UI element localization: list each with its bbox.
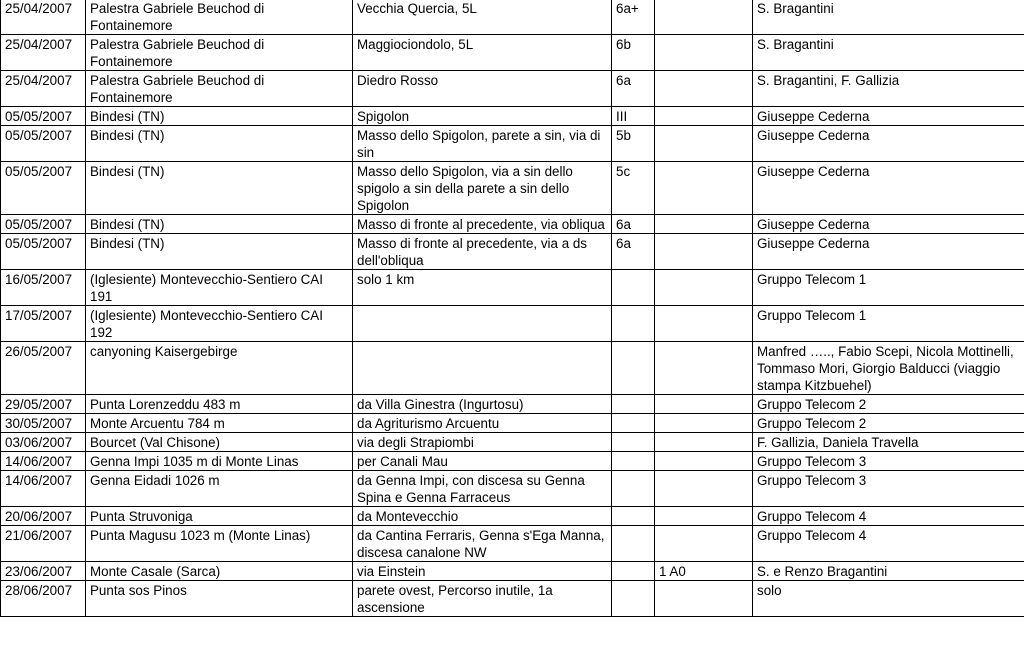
grade2-cell (655, 107, 753, 126)
route-cell (353, 306, 612, 342)
date-cell: 05/05/2007 (1, 126, 86, 162)
route-cell: Diedro Rosso (353, 71, 612, 107)
date-cell: 20/06/2007 (1, 507, 86, 526)
place-cell: Punta Lorenzeddu 483 m (86, 395, 353, 414)
table-row (1, 126, 1024, 162)
date-cell: 17/05/2007 (1, 306, 86, 342)
route-cell: via degli Strapiombi (353, 433, 612, 452)
companions-cell: S. Bragantini (753, 35, 1024, 71)
companions-cell: Manfred ….., Fabio Scepi, Nicola Mottinelli, Tommaso Mori, Giorgio Balducci (viaggio stampa Kitzbuehel) (753, 342, 1024, 395)
grade2-cell (655, 215, 753, 234)
date-cell: 05/05/2007 (1, 107, 86, 126)
grade2-cell (655, 0, 753, 35)
table-row (1, 162, 1024, 215)
grade-cell (612, 306, 655, 342)
route-cell: Vecchia Quercia, 5L (353, 0, 612, 35)
place-cell: Genna Impi 1035 m di Monte Linas (86, 452, 353, 471)
route-cell: da Cantina Ferraris, Genna s'Ega Manna, discesa canalone NW (353, 526, 612, 562)
companions-cell: Gruppo Telecom 3 (753, 452, 1024, 471)
grade-cell: 6b (612, 35, 655, 71)
companions-cell: Giuseppe Cederna (753, 234, 1024, 270)
companions-cell: S. e Renzo Bragantini (753, 562, 1024, 581)
grade-cell (612, 507, 655, 526)
date-cell: 14/06/2007 (1, 471, 86, 507)
grade2-cell (655, 471, 753, 507)
date-cell: 26/05/2007 (1, 342, 86, 395)
companions-cell: S. Bragantini, F. Gallizia (753, 71, 1024, 107)
table-row (1, 342, 1024, 395)
companions-cell: Gruppo Telecom 2 (753, 395, 1024, 414)
place-cell: Bindesi (TN) (86, 107, 353, 126)
route-cell: Masso dello Spigolon, parete a sin, via di sin (353, 126, 612, 162)
date-cell: 05/05/2007 (1, 162, 86, 215)
grade2-cell (655, 35, 753, 71)
table-row (1, 507, 1024, 526)
place-cell: Monte Arcuentu 784 m (86, 414, 353, 433)
table-row (1, 414, 1024, 433)
date-cell: 14/06/2007 (1, 452, 86, 471)
table-row (1, 526, 1024, 562)
grade-cell: 6a+ (612, 0, 655, 35)
grade-cell (612, 414, 655, 433)
date-cell: 30/05/2007 (1, 414, 86, 433)
climbing-log-body (1, 0, 1024, 617)
grade-cell (612, 395, 655, 414)
date-cell: 05/05/2007 (1, 234, 86, 270)
route-cell: Maggiociondolo, 5L (353, 35, 612, 71)
grade-cell: 5c (612, 162, 655, 215)
place-cell: Bindesi (TN) (86, 215, 353, 234)
place-cell: Bindesi (TN) (86, 234, 353, 270)
grade2-cell (655, 433, 753, 452)
route-cell: solo 1 km (353, 270, 612, 306)
companions-cell: Gruppo Telecom 4 (753, 507, 1024, 526)
grade2-cell (655, 162, 753, 215)
place-cell: Punta Magusu 1023 m (Monte Linas) (86, 526, 353, 562)
place-cell: (Iglesiente) Montevecchio-Sentiero CAI 192 (86, 306, 353, 342)
table-row (1, 433, 1024, 452)
companions-cell: Giuseppe Cederna (753, 162, 1024, 215)
grade2-cell (655, 270, 753, 306)
grade2-cell (655, 414, 753, 433)
route-cell: Spigolon (353, 107, 612, 126)
table-row (1, 270, 1024, 306)
grade2-cell (655, 306, 753, 342)
companions-cell: solo (753, 581, 1024, 617)
route-cell: via Einstein (353, 562, 612, 581)
table-row (1, 107, 1024, 126)
companions-cell: Giuseppe Cederna (753, 107, 1024, 126)
grade2-cell (655, 395, 753, 414)
date-cell: 29/05/2007 (1, 395, 86, 414)
date-cell: 25/04/2007 (1, 35, 86, 71)
place-cell: Bindesi (TN) (86, 126, 353, 162)
route-cell: Masso di fronte al precedente, via obliqua (353, 215, 612, 234)
companions-cell: Gruppo Telecom 4 (753, 526, 1024, 562)
table-row (1, 234, 1024, 270)
table-row (1, 0, 1024, 35)
route-cell: parete ovest, Percorso inutile, 1a ascensione (353, 581, 612, 617)
place-cell: canyoning Kaisergebirge (86, 342, 353, 395)
grade2-cell (655, 507, 753, 526)
place-cell: Palestra Gabriele Beuchod di Fontainemore (86, 0, 353, 35)
route-cell: da Villa Ginestra (Ingurtosu) (353, 395, 612, 414)
place-cell: Palestra Gabriele Beuchod di Fontainemore (86, 35, 353, 71)
place-cell: Punta Struvoniga (86, 507, 353, 526)
companions-cell: Gruppo Telecom 1 (753, 306, 1024, 342)
grade-cell (612, 342, 655, 395)
route-cell: da Montevecchio (353, 507, 612, 526)
table-row (1, 71, 1024, 107)
route-cell: da Agriturismo Arcuentu (353, 414, 612, 433)
companions-cell: Gruppo Telecom 3 (753, 471, 1024, 507)
grade2-cell (655, 452, 753, 471)
grade-cell: III (612, 107, 655, 126)
date-cell: 05/05/2007 (1, 215, 86, 234)
place-cell: Punta sos Pinos (86, 581, 353, 617)
date-cell: 25/04/2007 (1, 71, 86, 107)
grade2-cell (655, 234, 753, 270)
route-cell: da Genna Impi, con discesa su Genna Spina e Genna Farraceus (353, 471, 612, 507)
place-cell: (Iglesiente) Montevecchio-Sentiero CAI 191 (86, 270, 353, 306)
grade-cell (612, 433, 655, 452)
date-cell: 25/04/2007 (1, 0, 86, 35)
grade-cell: 6a (612, 234, 655, 270)
table-row (1, 471, 1024, 507)
grade2-cell: 1 A0 (655, 562, 753, 581)
place-cell: Bourcet (Val Chisone) (86, 433, 353, 452)
place-cell: Genna Eidadi 1026 m (86, 471, 353, 507)
table-row (1, 562, 1024, 581)
companions-cell: F. Gallizia, Daniela Travella (753, 433, 1024, 452)
grade-cell: 6a (612, 71, 655, 107)
date-cell: 16/05/2007 (1, 270, 86, 306)
grade-cell (612, 562, 655, 581)
grade-cell (612, 471, 655, 507)
grade2-cell (655, 342, 753, 395)
grade-cell (612, 526, 655, 562)
companions-cell: Gruppo Telecom 1 (753, 270, 1024, 306)
grade-cell: 5b (612, 126, 655, 162)
date-cell: 03/06/2007 (1, 433, 86, 452)
companions-cell: Giuseppe Cederna (753, 126, 1024, 162)
date-cell: 23/06/2007 (1, 562, 86, 581)
grade2-cell (655, 126, 753, 162)
companions-cell: S. Bragantini (753, 0, 1024, 35)
route-cell: Masso di fronte al precedente, via a ds dell'obliqua (353, 234, 612, 270)
date-cell: 28/06/2007 (1, 581, 86, 617)
table-row (1, 452, 1024, 471)
route-cell: Masso dello Spigolon, via a sin dello spigolo a sin della parete a sin dello Spigolon (353, 162, 612, 215)
place-cell: Monte Casale (Sarca) (86, 562, 353, 581)
grade2-cell (655, 581, 753, 617)
companions-cell: Giuseppe Cederna (753, 215, 1024, 234)
grade-cell: 6a (612, 215, 655, 234)
route-cell: per Canali Mau (353, 452, 612, 471)
table-row (1, 395, 1024, 414)
grade-cell (612, 452, 655, 471)
companions-cell: Gruppo Telecom 2 (753, 414, 1024, 433)
table-row (1, 581, 1024, 617)
place-cell: Palestra Gabriele Beuchod di Fontainemore (86, 71, 353, 107)
table-row (1, 215, 1024, 234)
grade2-cell (655, 526, 753, 562)
grade2-cell (655, 71, 753, 107)
grade-cell (612, 270, 655, 306)
place-cell: Bindesi (TN) (86, 162, 353, 215)
table-row (1, 306, 1024, 342)
date-cell: 21/06/2007 (1, 526, 86, 562)
table-row (1, 35, 1024, 71)
grade-cell (612, 581, 655, 617)
route-cell (353, 342, 612, 395)
